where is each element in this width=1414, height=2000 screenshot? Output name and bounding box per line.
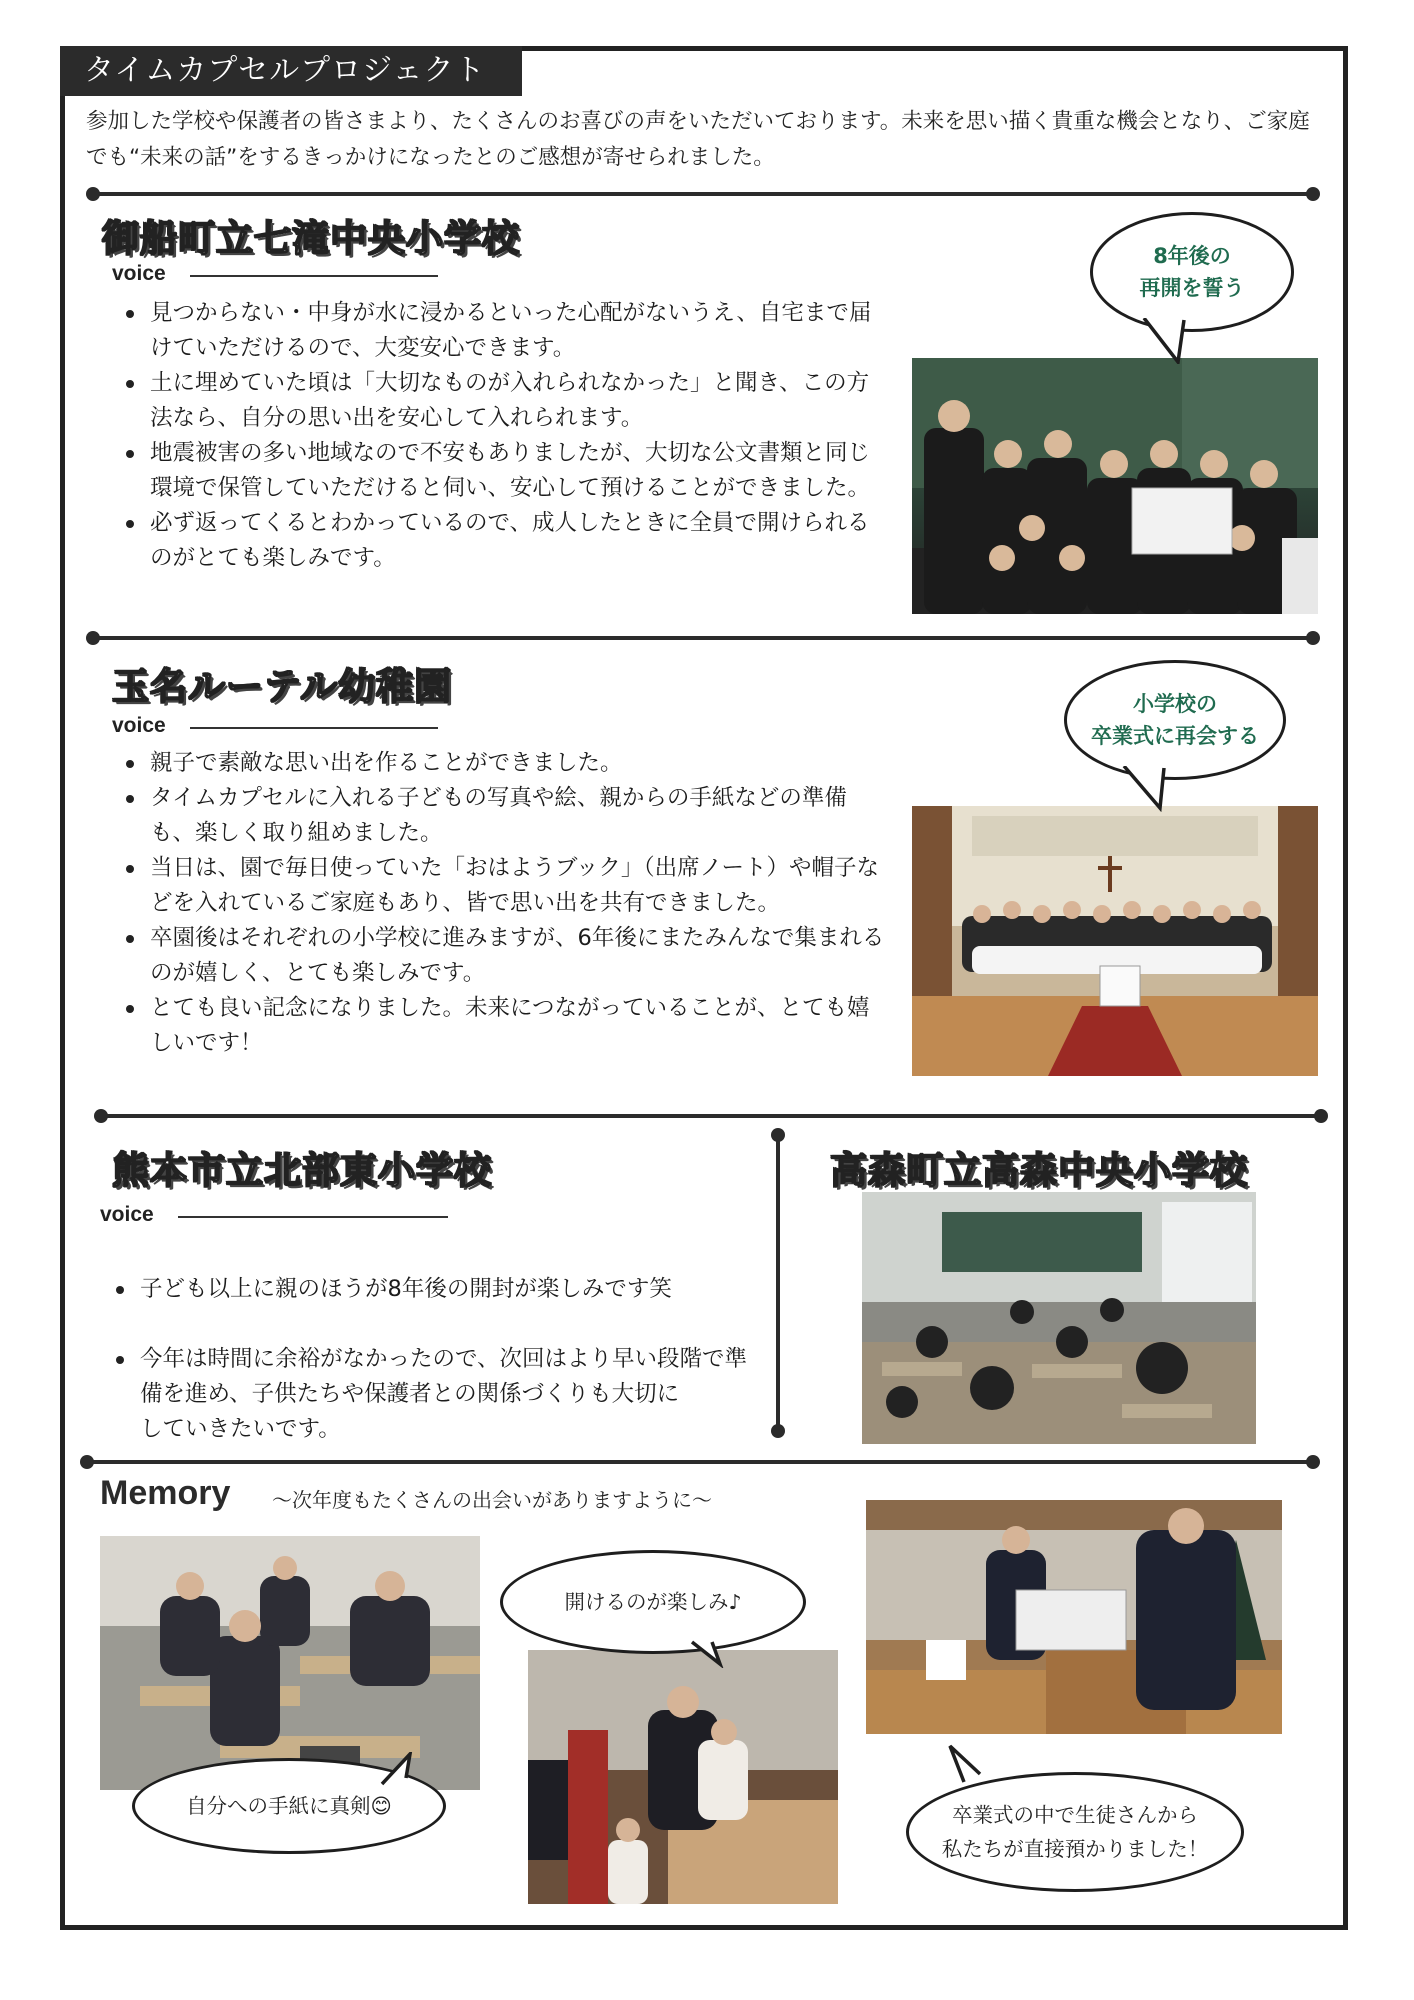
bubble-text: 小学校の 卒業式に再会する xyxy=(1091,692,1259,748)
bubble-tail-icon xyxy=(380,1752,420,1786)
list-item: とても良い記念になりました。未来につながっていることが、とても嬉しいです！ xyxy=(120,991,890,1061)
photo-memory-opening-illustration xyxy=(528,1650,838,1904)
bubble-tail-icon xyxy=(1120,766,1180,812)
voice-label: voice xyxy=(112,262,166,285)
voice-underline xyxy=(178,1216,448,1218)
list-item: 当日は、園で毎日使っていた「おはようブック」（出席ノート）や帽子などを入れているご家庭もあり、皆で思い出を共有できました。 xyxy=(120,851,890,921)
photo-memory-ceremony xyxy=(866,1500,1282,1734)
photo-nanataki-students xyxy=(912,358,1318,614)
bubble-text: 自分への手紙に真剣😊 xyxy=(186,1794,392,1818)
photo-memory-letters-illustration xyxy=(100,1536,480,1790)
memory-title: Memory xyxy=(100,1474,231,1512)
photo-memory-letters xyxy=(100,1536,480,1790)
section-divider xyxy=(100,1114,1322,1118)
bubble-text: 開けるのが楽しみ♪ xyxy=(564,1590,742,1614)
photo-memory-opening xyxy=(528,1650,838,1904)
photo-takamori-illustration xyxy=(862,1192,1256,1444)
voice-label: voice xyxy=(100,1203,154,1226)
photo-memory-ceremony-illustration xyxy=(866,1500,1282,1734)
list-item: 必ず返ってくるとわかっているので、成人したときに全員で開けられるのがとても楽しみです。 xyxy=(120,506,890,576)
list-item: 土に埋めていた頃は「大切なものが入れられなかった」と聞き、この方法なら、自分の思い出を安心して入れられます。 xyxy=(120,366,890,436)
section-divider xyxy=(92,192,1314,196)
list-item: タイムカプセルに入れる子どもの写真や絵、親からの手紙などの準備も、楽しく取り組めました。 xyxy=(120,781,890,851)
bubble-tail-icon xyxy=(690,1640,726,1668)
list-item: 親子で素敵な思い出を作ることができました。 xyxy=(120,746,890,781)
voice-underline xyxy=(190,275,438,277)
photo-tamana-kindergarten xyxy=(912,806,1318,1076)
speech-bubble-opening xyxy=(500,1550,806,1654)
bubble-tail-icon xyxy=(944,1744,984,1784)
voice-label: voice xyxy=(112,714,166,737)
school-name-hokubu: 熊本市立北部東小学校 xyxy=(112,1149,492,1192)
voice-list-nanataki xyxy=(120,296,890,576)
bubble-tail-icon xyxy=(1140,318,1200,364)
speech-bubble-tamana xyxy=(1064,660,1286,780)
bubble-text: 8年後の 再開を誓う xyxy=(1139,244,1245,300)
memory-subtitle: ～次年度もたくさんの出会いがありますように～ xyxy=(272,1488,712,1512)
school-name-nanataki: 御船町立七滝中央小学校 xyxy=(102,217,520,260)
list-item: 地震被害の多い地域なので不安もありましたが、大切な公文書類と同じ環境で保管していただけると伺い、安心して預けることができました。 xyxy=(120,436,890,506)
intro-text: 参加した学校や保護者の皆さまより、たくさんのお喜びの声をいただいております。未来を思い描く貴重な機会となり、ご家庭でも“未来の話”をするきっかけになったとのご感想が寄せられました。 xyxy=(86,109,1310,170)
school-name-tamana: 玉名ルーテル幼稚園 xyxy=(112,665,453,708)
page-title: タイムカプセルプロジェクト xyxy=(60,46,522,96)
voice-underline xyxy=(190,727,438,729)
voice-list-tamana xyxy=(120,746,890,1061)
speech-bubble-nanataki xyxy=(1090,212,1294,332)
photo-tamana-illustration xyxy=(912,806,1318,1076)
school-name-takamori: 高森町立高森中央小学校 xyxy=(830,1149,1248,1192)
list-item: 今年は時間に余裕がなかったので、次回はより早い段階で準備を進め、子供たちや保護者との関係づくりも大切に していきたいです。 xyxy=(110,1342,750,1447)
list-item: 子ども以上に親のほうが8年後の開封が楽しみです笑 xyxy=(110,1272,750,1307)
list-item: 卒園後はそれぞれの小学校に進みますが、6年後にまたみんなで集まれるのが嬉しく、とても楽しみです。 xyxy=(120,921,890,991)
photo-takamori-classroom xyxy=(862,1192,1256,1444)
section-divider xyxy=(86,1460,1314,1464)
bubble-text: 卒業式の中で生徒さんから 私たちが直接預かりました！ xyxy=(941,1803,1209,1861)
column-divider xyxy=(776,1134,780,1432)
list-item: 見つからない・中身が水に浸かるといった心配がないうえ、自宅まで届けていただけるので、大変安心できます。 xyxy=(120,296,890,366)
photo-nanataki-illustration xyxy=(912,358,1318,614)
section-divider xyxy=(92,636,1314,640)
speech-bubble-ceremony xyxy=(906,1772,1244,1892)
voice-list-hokubu xyxy=(110,1237,750,1482)
